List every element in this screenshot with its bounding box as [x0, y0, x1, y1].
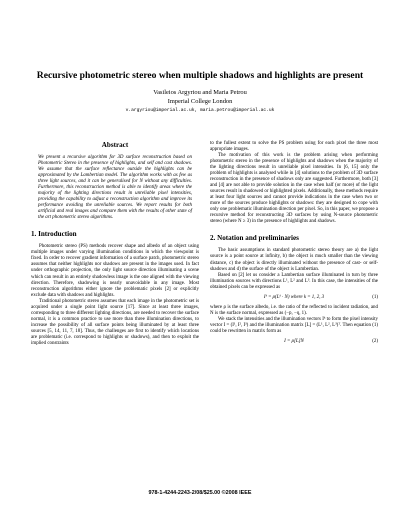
left-column [31, 141, 199, 347]
copyright-footer: 978-1-4244-2243-2/08/$25.00 ©2008 IEEE [148, 490, 252, 496]
right-paragraph-2: The motivation of this work is the problem arising when performing photometric stereo in the presence of highlights and shadows when the majority of the lighting directions result in unreliable pixel intensities. In [6, 15] only the problem of highlights is analysed while in [4] solutions to the problem of 3D surface reconstruction in the presence of shadows only are suggested. Furthermore, both [3] and [4] are not able to provide solution in the case when half (or more) of the light sources result in shadowed or highlighted pixels. Additionally, these methods require at least four light sources and cannot provide indications in the case when two or more of the sources produce highlights or shadows: they are designed to cope with only one problematic illumination direction per pixel. So, in this paper, we propose a recursive method for reconstructing 3D surfaces by using N-source photometric stereo (where N ≥ 3) in the presence of highlights and shadows. [210, 153, 378, 225]
abstract-text: We present a recursive algorithm for 3D surface reconstruction based on Photometric Stereo in the presence of highlights, and self and cast shadows. We assume that the surface reflectance outside the highlights can be approximated by the Lambertian model. The algorithm works with as few as three light sources, and it can be generalised for N without any difficulties. Furthermore, this reconstruction method is able to identify areas where the majority of the lighting directions result in unreliable pixel intensities, providing the capability to adjust a reconstruction algorithm and improve its performance avoiding the unreliable sources. We report results for both artificial and real images and compare them with the results of other state of the art photometric stereo algorithms. [38, 155, 192, 221]
intro-paragraph-2: Traditional photometric stereo assumes that each image in the photometric set is acquired under a single point light source [17]. Since at least three images, corresponding to three different lighting directions, are needed to recover the surface normal, it is a common practice to use more than three illumination directions, to increase the possibility of all surface points being illuminated by at least three sources [5, 14, 11, 7, 18]. Thus, the challenges are first to identify which locations are problematic (i.e. correspond to highlights or shadows), and then to exploit the implied constraints [31, 298, 199, 346]
paper-affiliation: Imperial College London [167, 98, 233, 105]
paper-emails: v.argyriou@imperial.ac.uk, maria.petrou@imperial.ac.uk [125, 108, 275, 113]
notation-paragraph-3: where ρ is the surface albedo, i.e. the ratio of the reflected to incident radiation, and N is the surface normal, expressed as (−p, −q, 1). [210, 304, 378, 316]
equation-2-number: (2) [372, 338, 378, 344]
equation-1 [210, 294, 378, 302]
notation-paragraph-2: Based on [2] let us consider a Lambertian surface illuminated in turn by three illumination sources with directions L¹, L² and L³. In this case, the intensities of the obtained pixels can be expressed as [210, 272, 378, 290]
abstract-heading: Abstract [101, 141, 129, 149]
section-1-heading: 1. Introduction [31, 230, 77, 239]
intro-paragraph-1: Photometric stereo (PS) methods recover shape and albedo of an object using multiple images under varying illumination conditions in which the viewpoint is fixed. In order to recover gradient information of a surface patch, photometric stereo assumes that neither highlights nor shadows are present in the images used. In fact under orthographic projection, the only light source direction illuminating a scene which can result in an entirely shadowless image is the one aligned with the viewing direction. Therefore, shadowing is nearly unavoidable in any image. Most reconstruction algorithms either ignore the problematic pixels [2] or explicitly exclude data with shadows and highlights. [31, 244, 199, 298]
right-column [210, 141, 378, 349]
equation-1-number: (1) [372, 294, 378, 300]
paper-title: Recursive photometric stereo when multiple shadows and highlights are present [36, 70, 364, 81]
equation-1-body: Iᵏ = ρ(Lᵏ · N) where k = 1, 2, 3 [263, 294, 325, 300]
notation-paragraph-4: We stack the intensities and the illumination vectors Iᵏ to form the pixel intensity vector I = (I¹, I², I³) and the illumination matrix [L] = (L¹, L², L³)ᵀ. Then equation (1) could be rewritten in matrix form as [210, 316, 378, 334]
right-paragraph-1: to the fullest extent to solve the PS problem using for each pixel the three most appropriate images. [210, 141, 378, 153]
equation-2 [210, 338, 378, 346]
paper-authors: Vasileios Argyriou and Maria Petrou [153, 89, 247, 96]
equation-2-body: I = ρ[L]N [284, 338, 304, 344]
section-2-heading: 2. Notation and preliminaries [210, 234, 299, 243]
notation-paragraph-1: The basic assumptions in standard photometric stereo theory are a) the light source is a point source at infinity, b) the object is much smaller than the viewing distance, c) the object is directly illuminated without the presence of cast- or self-shadows and d) the surface of the object is Lambertian. [210, 248, 378, 272]
